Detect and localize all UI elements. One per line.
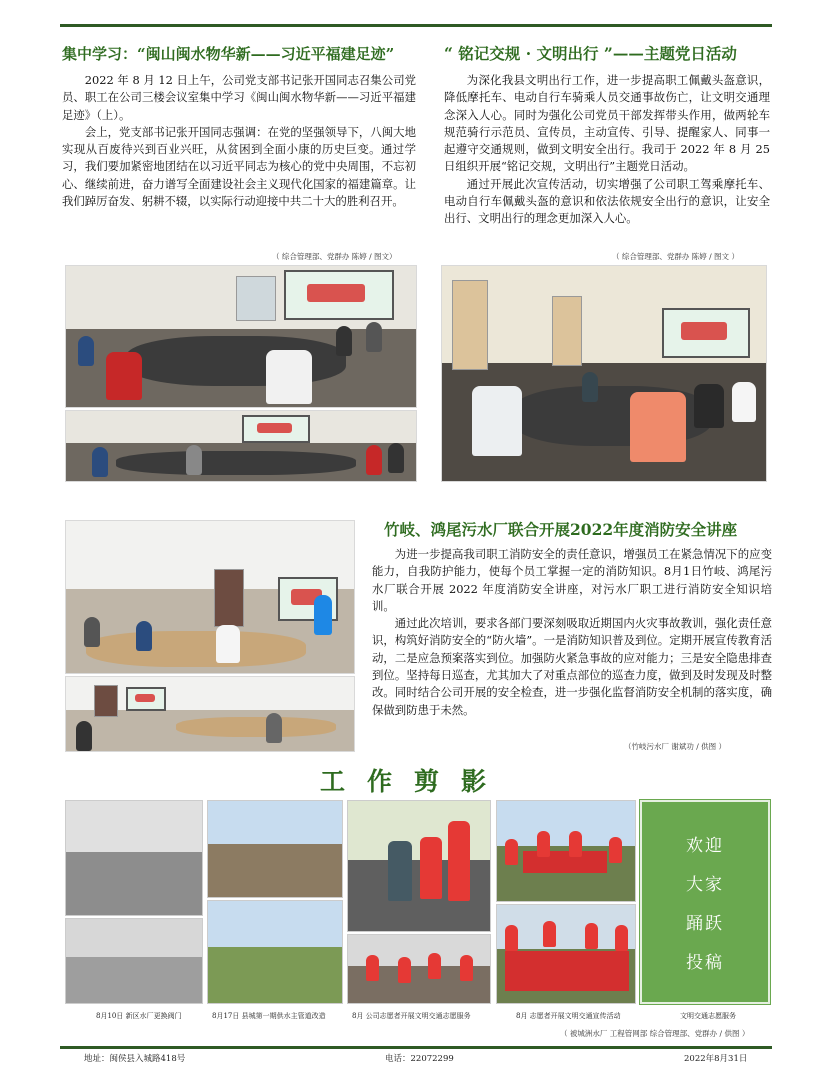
article3-paragraph: 为进一步提高我司职工消防安全的责任意识，增强员工在紧急情况下的应变能力，自我防护能力，使每个员工掌握一定的消防知识。8月1日竹岐、鸿尾污水厂联合开展 2022 年度消防安全讲座，对污水厂职工进行消防安全知识培训。 [372, 547, 772, 613]
traffic-campaign-photo [496, 904, 636, 1004]
welcome-line: 踊跃 [686, 914, 724, 934]
article1-paragraph: 会上，党支部书记张开国同志强调：在党的坚强领导下，八闽大地实现从百废待兴到百业兴旺，从贫困到全面小康的历史巨变。通过学习，我们要加紧密地团结在以习近平同志为核心的党中央周围，不忘初心、继续前进，奋力谱写全面建设社会主义现代化国家的福建篇章。让我们踔厉奋发、躬耕不辍，以实际行动迎接中共二十大的胜利召开。 [62, 124, 416, 209]
article3-body [372, 546, 772, 719]
photo-caption: 8月17日 县城第一期供水主管道改造 [212, 1012, 326, 1020]
volunteer-service-photo [347, 934, 491, 1004]
article3-title: 竹岐、鸿尾污水厂联合开展2022年度消防安全讲座 [384, 520, 738, 539]
welcome-submission-box [640, 800, 770, 1004]
traffic-campaign-photo [496, 800, 636, 902]
welcome-line: 大家 [686, 875, 724, 895]
meeting-photo [65, 410, 417, 482]
article1-paragraph: 2022 年 8 月 12 日上午，公司党支部书记张开国同志召集公司党员、职工在公司三楼会议室集中学习《闽山闽水物华新——习近平福建足迹》（上）。 [62, 73, 416, 122]
meeting-photo [65, 265, 417, 408]
article2-paragraph: 为深化我县文明出行工作，进一步提高职工佩戴头盔意识，降低摩托车、电动自行车骑乘人员交通事故伤亡，让文明交通理念深入人心。同时为强化公司党员干部发挥带头作用，做两轮车规范骑行示范员、宣传员，主动宣传、引导、提醒家人、同事一起遵守交通规则，做到文明安全出行。我司于 2022 年 8 月 25 日组织开展“铭记交规，文明出行”主题党日活动。 [444, 73, 770, 174]
volunteer-service-photo [347, 800, 491, 932]
article1-title: 集中学习：“闽山闽水物华新——习近平福建足迹” [62, 45, 395, 63]
fire-safety-lecture-photo [65, 676, 355, 752]
photo-caption: 8月 公司志愿者开展文明交通志愿服务 [352, 1012, 471, 1020]
work-section-title: 工作剪影 [320, 767, 509, 796]
article2-credit: （ 综合管理部、党群办 陈婷 / 图文 ） [612, 252, 739, 261]
article2-body [444, 72, 770, 228]
photo-caption: 8月10日 新区水厂更换阀门 [96, 1012, 182, 1020]
article3-paragraph: 通过此次培训，要求各部门要深刻吸取近期国内火灾事故教训，强化责任意识，构筑好消防安全的“防火墙”。一是消防知识普及到位。定期开展宣传教育活动，二是应急预案落实到位。加强防火紧急事故的应对能力；三是安全隐患排查到位。坚持每日巡查，尤其加大了对重点部位的巡查力度，做到及时发现及时整改。同时结合公司开展的安全检查，进一步强化监督消防安全机制的落实度，确保做到防患于未然。 [372, 616, 772, 717]
fire-safety-lecture-photo [65, 520, 355, 674]
bottom-rule [60, 1046, 772, 1049]
article3-credit: （竹岐污水厂 谢斌功 / 供图 ） [624, 742, 727, 751]
pipeline-renovation-photo [207, 900, 343, 1004]
valve-replacement-photo [65, 800, 203, 916]
footer-phone: 电话：22072299 [385, 1054, 454, 1064]
top-rule [60, 24, 772, 27]
photo-caption: 文明交通志愿服务 [680, 1012, 736, 1020]
article2-paragraph: 通过开展此次宣传活动，切实增强了公司职工驾乘摩托车、电动自行车佩戴头盔的意识和依法依规安全出行的意识，让安全出行、文明出行的理念更加深入人心。 [444, 176, 770, 226]
photo-caption: 8月 志愿者开展文明交通宣传活动 [516, 1012, 621, 1020]
party-day-photo [441, 265, 767, 482]
footer-date: 2022年8月31日 [684, 1054, 748, 1064]
article1-body [62, 72, 416, 210]
footer-address: 地址：闽侯县入城路418号 [84, 1054, 186, 1064]
welcome-line: 欢迎 [686, 836, 724, 856]
welcome-line: 投稿 [686, 953, 724, 973]
article2-title: “ 铭记交规 · 文明出行 ”——主题党日活动 [444, 44, 737, 63]
work-section-credit: （ 被城洲水厂 工程管网部 综合管理部、党群办 / 供图 ） [560, 1029, 750, 1038]
article1-credit: （ 综合管理部、党群办 陈婷 / 图文） [272, 252, 397, 261]
pipeline-renovation-photo [207, 800, 343, 898]
valve-replacement-photo [65, 918, 203, 1004]
